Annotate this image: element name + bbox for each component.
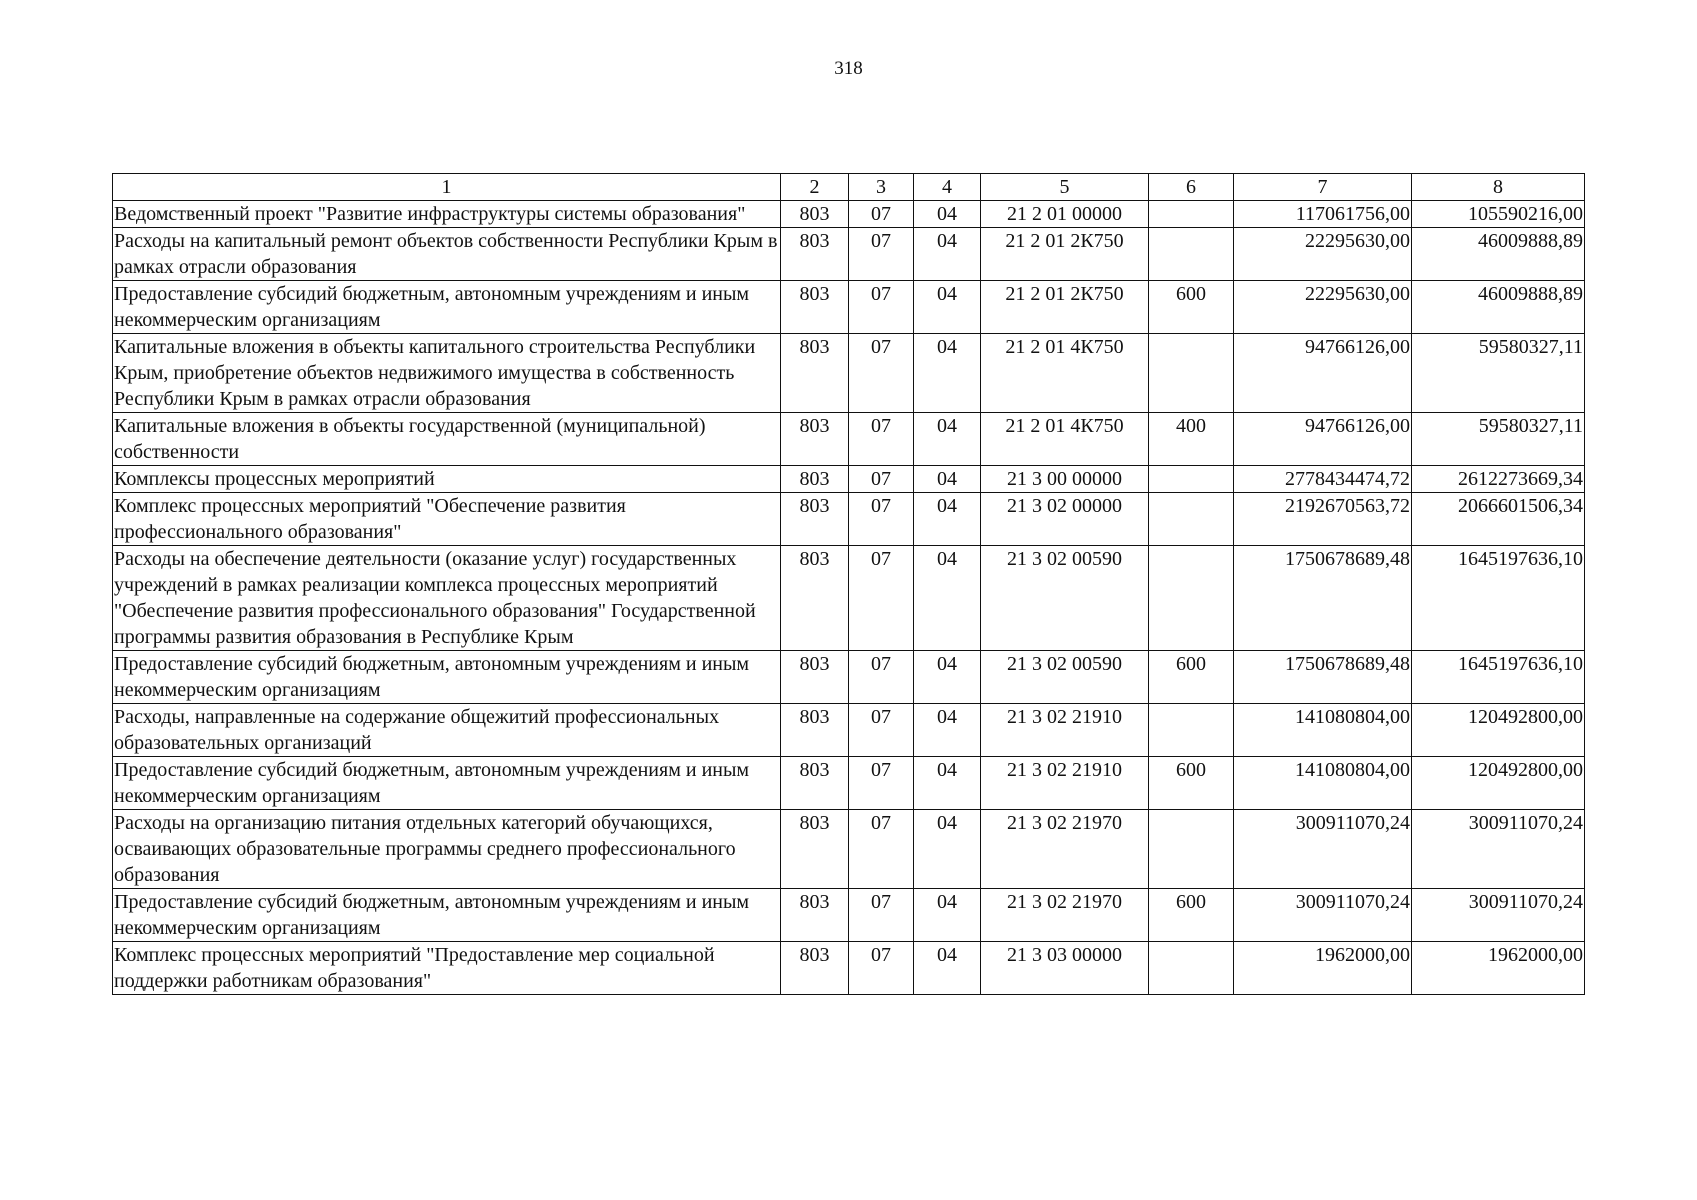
expense-type-code bbox=[1149, 810, 1234, 889]
amount-year-1: 141080804,00 bbox=[1234, 704, 1412, 757]
row-description: Предоставление субсидий бюджетным, автономным учреждениям и иным некоммерческим организациям bbox=[113, 889, 781, 942]
ministry-code: 803 bbox=[781, 704, 849, 757]
page-number: 318 bbox=[834, 58, 863, 79]
amount-year-1: 300911070,24 bbox=[1234, 889, 1412, 942]
target-article-code: 21 2 01 4К750 bbox=[981, 334, 1149, 413]
expense-type-code: 600 bbox=[1149, 281, 1234, 334]
ministry-code: 803 bbox=[781, 493, 849, 546]
ministry-code: 803 bbox=[781, 546, 849, 651]
subsection-code: 04 bbox=[914, 546, 981, 651]
subsection-code: 04 bbox=[914, 281, 981, 334]
amount-year-2: 46009888,89 bbox=[1412, 281, 1585, 334]
amount-year-1: 1750678689,48 bbox=[1234, 651, 1412, 704]
header-row bbox=[113, 174, 1585, 201]
column-header: 3 bbox=[849, 174, 914, 201]
target-article-code: 21 2 01 4К750 bbox=[981, 413, 1149, 466]
section-code: 07 bbox=[849, 413, 914, 466]
amount-year-2: 120492800,00 bbox=[1412, 757, 1585, 810]
target-article-code: 21 2 01 2К750 bbox=[981, 228, 1149, 281]
table-row bbox=[113, 201, 1585, 228]
ministry-code: 803 bbox=[781, 201, 849, 228]
section-code: 07 bbox=[849, 810, 914, 889]
row-description: Комплекс процессных мероприятий "Предоставление мер социальной поддержки работникам образования" bbox=[113, 942, 781, 995]
table-row bbox=[113, 942, 1585, 995]
section-code: 07 bbox=[849, 493, 914, 546]
row-description: Предоставление субсидий бюджетным, автономным учреждениям и иным некоммерческим организациям bbox=[113, 281, 781, 334]
target-article-code: 21 2 01 2К750 bbox=[981, 281, 1149, 334]
subsection-code: 04 bbox=[914, 889, 981, 942]
budget-table bbox=[112, 173, 1585, 995]
row-description: Капитальные вложения в объекты капитального строительства Республики Крым, приобретение объектов недвижимого имущества в собственность Республики Крым в рамках отрасли образования bbox=[113, 334, 781, 413]
subsection-code: 04 bbox=[914, 651, 981, 704]
target-article-code: 21 2 01 00000 bbox=[981, 201, 1149, 228]
subsection-code: 04 bbox=[914, 810, 981, 889]
amount-year-2: 120492800,00 bbox=[1412, 704, 1585, 757]
expense-type-code bbox=[1149, 704, 1234, 757]
section-code: 07 bbox=[849, 281, 914, 334]
amount-year-1: 300911070,24 bbox=[1234, 810, 1412, 889]
target-article-code: 21 3 02 00590 bbox=[981, 651, 1149, 704]
row-description: Комплексы процессных мероприятий bbox=[113, 466, 781, 493]
target-article-code: 21 3 00 00000 bbox=[981, 466, 1149, 493]
table-row bbox=[113, 466, 1585, 493]
amount-year-1: 1750678689,48 bbox=[1234, 546, 1412, 651]
ministry-code: 803 bbox=[781, 757, 849, 810]
row-description: Расходы на капитальный ремонт объектов собственности Республики Крым в рамках отрасли образования bbox=[113, 228, 781, 281]
subsection-code: 04 bbox=[914, 413, 981, 466]
amount-year-1: 94766126,00 bbox=[1234, 413, 1412, 466]
row-description: Комплекс процессных мероприятий "Обеспечение развития профессионального образования" bbox=[113, 493, 781, 546]
target-article-code: 21 3 02 00000 bbox=[981, 493, 1149, 546]
section-code: 07 bbox=[849, 651, 914, 704]
expense-type-code bbox=[1149, 334, 1234, 413]
section-code: 07 bbox=[849, 334, 914, 413]
column-header: 7 bbox=[1234, 174, 1412, 201]
row-description: Расходы, направленные на содержание общежитий профессиональных образовательных организаций bbox=[113, 704, 781, 757]
amount-year-2: 300911070,24 bbox=[1412, 889, 1585, 942]
expense-type-code bbox=[1149, 546, 1234, 651]
subsection-code: 04 bbox=[914, 757, 981, 810]
expense-type-code bbox=[1149, 466, 1234, 493]
row-description: Расходы на организацию питания отдельных категорий обучающихся, осваивающих образовательные программы среднего профессионального образования bbox=[113, 810, 781, 889]
expense-type-code bbox=[1149, 493, 1234, 546]
amount-year-2: 300911070,24 bbox=[1412, 810, 1585, 889]
subsection-code: 04 bbox=[914, 704, 981, 757]
section-code: 07 bbox=[849, 704, 914, 757]
ministry-code: 803 bbox=[781, 810, 849, 889]
ministry-code: 803 bbox=[781, 334, 849, 413]
table-row bbox=[113, 334, 1585, 413]
section-code: 07 bbox=[849, 228, 914, 281]
subsection-code: 04 bbox=[914, 334, 981, 413]
amount-year-1: 2778434474,72 bbox=[1234, 466, 1412, 493]
subsection-code: 04 bbox=[914, 493, 981, 546]
amount-year-1: 22295630,00 bbox=[1234, 281, 1412, 334]
target-article-code: 21 3 02 21910 bbox=[981, 757, 1149, 810]
column-header: 8 bbox=[1412, 174, 1585, 201]
row-description: Расходы на обеспечение деятельности (оказание услуг) государственных учреждений в рамках реализации комплекса процессных мероприятий "Обеспечение развития профессионального образования" Государственной программы развития образования в Республике Крым bbox=[113, 546, 781, 651]
ministry-code: 803 bbox=[781, 889, 849, 942]
section-code: 07 bbox=[849, 942, 914, 995]
target-article-code: 21 3 02 21970 bbox=[981, 889, 1149, 942]
expense-type-code: 600 bbox=[1149, 757, 1234, 810]
amount-year-2: 2612273669,34 bbox=[1412, 466, 1585, 493]
amount-year-1: 2192670563,72 bbox=[1234, 493, 1412, 546]
table-row bbox=[113, 281, 1585, 334]
expense-type-code: 600 bbox=[1149, 889, 1234, 942]
expense-type-code bbox=[1149, 201, 1234, 228]
table-row bbox=[113, 228, 1585, 281]
section-code: 07 bbox=[849, 466, 914, 493]
column-header: 6 bbox=[1149, 174, 1234, 201]
table-row bbox=[113, 651, 1585, 704]
amount-year-2: 59580327,11 bbox=[1412, 413, 1585, 466]
expense-type-code: 600 bbox=[1149, 651, 1234, 704]
subsection-code: 04 bbox=[914, 228, 981, 281]
subsection-code: 04 bbox=[914, 201, 981, 228]
column-header: 5 bbox=[981, 174, 1149, 201]
table-row bbox=[113, 493, 1585, 546]
target-article-code: 21 3 02 21910 bbox=[981, 704, 1149, 757]
ministry-code: 803 bbox=[781, 228, 849, 281]
ministry-code: 803 bbox=[781, 942, 849, 995]
target-article-code: 21 3 03 00000 bbox=[981, 942, 1149, 995]
amount-year-1: 1962000,00 bbox=[1234, 942, 1412, 995]
expense-type-code bbox=[1149, 228, 1234, 281]
expense-type-code: 400 bbox=[1149, 413, 1234, 466]
column-header: 4 bbox=[914, 174, 981, 201]
table-row bbox=[113, 704, 1585, 757]
section-code: 07 bbox=[849, 201, 914, 228]
ministry-code: 803 bbox=[781, 651, 849, 704]
table-row bbox=[113, 757, 1585, 810]
row-description: Предоставление субсидий бюджетным, автономным учреждениям и иным некоммерческим организациям bbox=[113, 757, 781, 810]
row-description: Ведомственный проект "Развитие инфраструктуры системы образования" bbox=[113, 201, 781, 228]
target-article-code: 21 3 02 21970 bbox=[981, 810, 1149, 889]
table-row bbox=[113, 889, 1585, 942]
amount-year-2: 1962000,00 bbox=[1412, 942, 1585, 995]
row-description: Предоставление субсидий бюджетным, автономным учреждениям и иным некоммерческим организациям bbox=[113, 651, 781, 704]
amount-year-2: 46009888,89 bbox=[1412, 228, 1585, 281]
amount-year-2: 59580327,11 bbox=[1412, 334, 1585, 413]
table-row bbox=[113, 413, 1585, 466]
amount-year-2: 1645197636,10 bbox=[1412, 651, 1585, 704]
section-code: 07 bbox=[849, 546, 914, 651]
target-article-code: 21 3 02 00590 bbox=[981, 546, 1149, 651]
section-code: 07 bbox=[849, 889, 914, 942]
column-header: 1 bbox=[113, 174, 781, 201]
table-row bbox=[113, 810, 1585, 889]
ministry-code: 803 bbox=[781, 281, 849, 334]
expense-type-code bbox=[1149, 942, 1234, 995]
subsection-code: 04 bbox=[914, 942, 981, 995]
amount-year-1: 22295630,00 bbox=[1234, 228, 1412, 281]
column-header: 2 bbox=[781, 174, 849, 201]
amount-year-2: 105590216,00 bbox=[1412, 201, 1585, 228]
amount-year-1: 94766126,00 bbox=[1234, 334, 1412, 413]
table-row bbox=[113, 546, 1585, 651]
amount-year-1: 141080804,00 bbox=[1234, 757, 1412, 810]
amount-year-1: 117061756,00 bbox=[1234, 201, 1412, 228]
amount-year-2: 2066601506,34 bbox=[1412, 493, 1585, 546]
subsection-code: 04 bbox=[914, 466, 981, 493]
ministry-code: 803 bbox=[781, 466, 849, 493]
amount-year-2: 1645197636,10 bbox=[1412, 546, 1585, 651]
row-description: Капитальные вложения в объекты государственной (муниципальной) собственности bbox=[113, 413, 781, 466]
section-code: 07 bbox=[849, 757, 914, 810]
ministry-code: 803 bbox=[781, 413, 849, 466]
